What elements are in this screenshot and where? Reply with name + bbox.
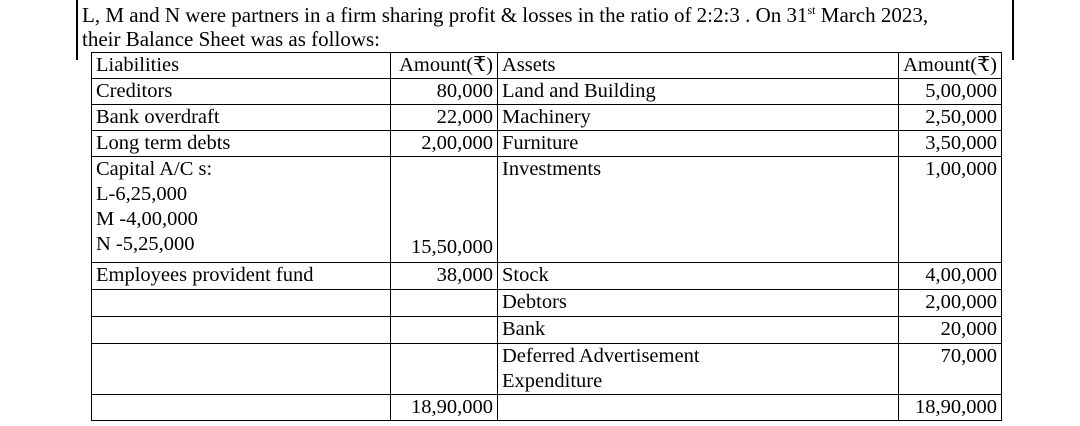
asset-name: Land and Building <box>498 79 899 105</box>
page-frame-left-border <box>76 0 78 60</box>
balance-sheet-table <box>91 52 1002 421</box>
capital-amount-cell <box>391 157 498 263</box>
empty-cell <box>92 344 391 395</box>
intro-ordinal-suffix: st <box>807 3 816 17</box>
asset-amount: 1,00,000 <box>899 157 1002 263</box>
totals-row <box>92 395 1002 421</box>
asset-name: Machinery <box>498 105 899 131</box>
liability-amount: 80,000 <box>391 79 498 105</box>
asset-name: Investments <box>498 157 899 263</box>
intro-text-part2: March 2023, <box>815 3 929 27</box>
table-header-row <box>92 53 1002 79</box>
asset-amount: 5,00,000 <box>899 79 1002 105</box>
table-row <box>92 344 1002 395</box>
capital-total-amount: 15,50,000 <box>411 236 493 258</box>
capital-label: Capital A/C s: <box>96 158 213 180</box>
empty-cell <box>391 317 498 344</box>
empty-cell <box>92 290 391 317</box>
liability-name: Creditors <box>92 79 391 105</box>
asset-name: Debtors <box>498 290 899 317</box>
partner-capital-n: N -5,25,000 <box>96 233 195 255</box>
header-liabilities: Liabilities <box>92 53 391 79</box>
asset-amount: 2,50,000 <box>899 105 1002 131</box>
intro-text-part1: L, M and N were partners in a firm sharing profit & losses in the ratio of 2:2:3 . On 31 <box>82 3 808 27</box>
asset-amount: 2,00,000 <box>899 290 1002 317</box>
question-intro <box>82 3 1002 51</box>
liability-name: Employees provident fund <box>92 263 391 290</box>
liabilities-total: 18,90,000 <box>391 395 498 421</box>
asset-name-cell <box>498 344 899 395</box>
empty-cell <box>92 317 391 344</box>
table-row <box>92 79 1002 105</box>
asset-amount: 3,50,000 <box>899 131 1002 157</box>
page-frame-right-border <box>1012 0 1014 60</box>
capital-cell <box>92 157 391 263</box>
assets-total: 18,90,000 <box>899 395 1002 421</box>
empty-cell <box>391 290 498 317</box>
table-row <box>92 290 1002 317</box>
partner-capital-l: L-6,25,000 <box>96 183 188 205</box>
asset-name: Bank <box>498 317 899 344</box>
liability-name: Bank overdraft <box>92 105 391 131</box>
asset-name: Stock <box>498 263 899 290</box>
table-row <box>92 105 1002 131</box>
empty-cell <box>498 395 899 421</box>
asset-amount: 4,00,000 <box>899 263 1002 290</box>
liability-amount: 2,00,000 <box>391 131 498 157</box>
asset-name-line2: Expenditure <box>502 370 603 392</box>
asset-name: Furniture <box>498 131 899 157</box>
table-row <box>92 317 1002 344</box>
asset-name-line1: Deferred Advertisement <box>502 345 700 367</box>
header-assets: Assets <box>498 53 899 79</box>
header-amount-assets: Amount(₹) <box>899 53 1002 79</box>
liability-amount: 38,000 <box>391 263 498 290</box>
intro-line2: their Balance Sheet was as follows: <box>82 27 380 51</box>
liability-amount: 22,000 <box>391 105 498 131</box>
header-amount-liabilities: Amount(₹) <box>391 53 498 79</box>
empty-cell <box>92 395 391 421</box>
asset-amount: 70,000 <box>899 344 1002 395</box>
partner-capital-m: M -4,00,000 <box>96 208 198 230</box>
empty-cell <box>391 344 498 395</box>
capital-row <box>92 157 1002 263</box>
asset-amount: 20,000 <box>899 317 1002 344</box>
table-row <box>92 263 1002 290</box>
liability-name: Long term debts <box>92 131 391 157</box>
table-row <box>92 131 1002 157</box>
